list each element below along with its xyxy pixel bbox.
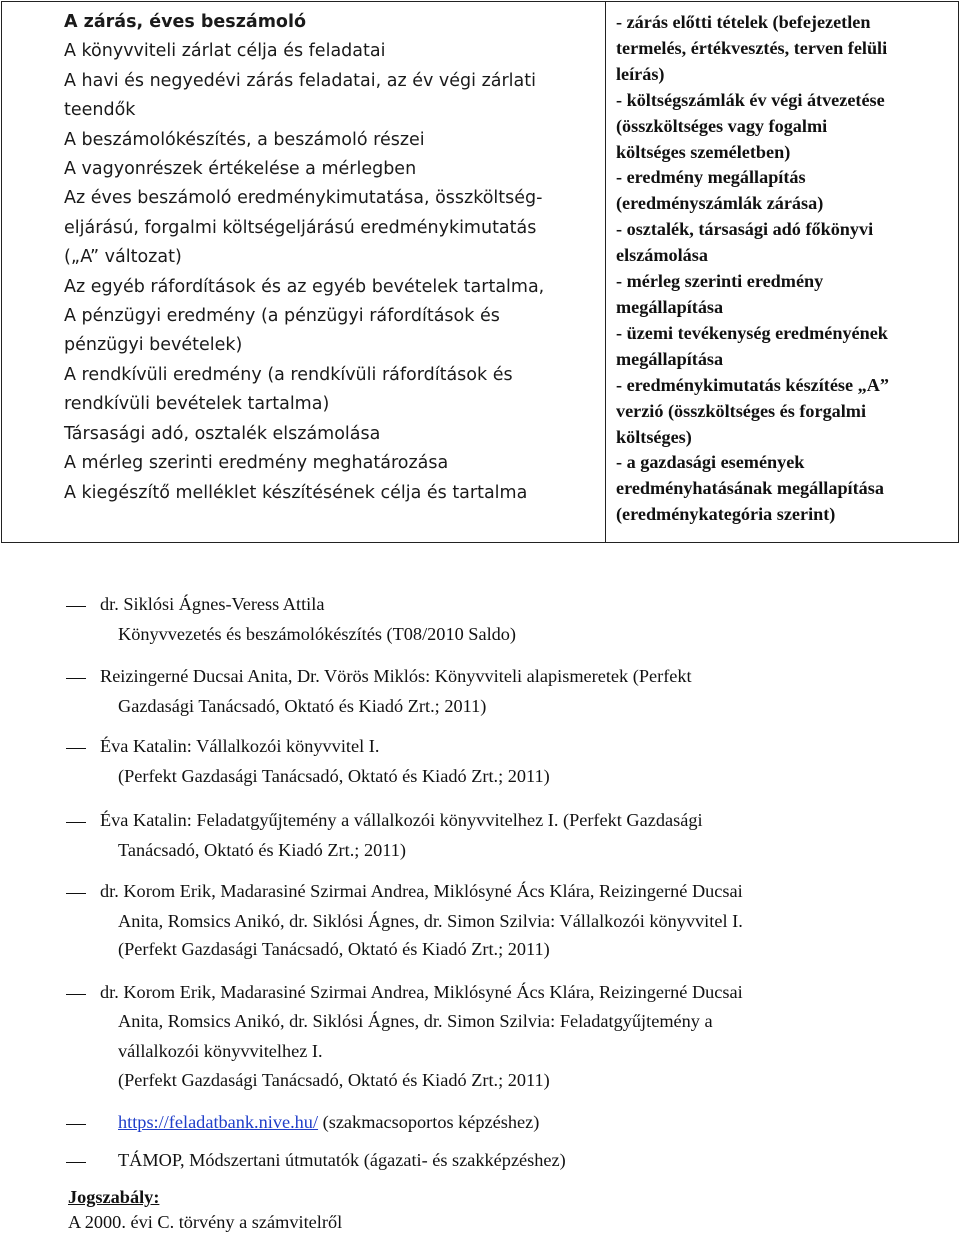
task-line: elszámolása (616, 245, 708, 266)
dash-bullet (66, 748, 86, 749)
task-line: leírás) (616, 63, 665, 84)
reference-line: Reizingerné Ducsai Anita, Dr. Vörös Miklós: Könyvviteli alapismeretek (Perfekt (100, 666, 692, 686)
topic-line: Az éves beszámoló eredménykimutatása, összköltség- (64, 188, 543, 209)
task-line: - eredmény megállapítás (616, 167, 806, 188)
dash-bullet (66, 1162, 86, 1163)
topic-line: A havi és negyedévi zárás feladatai, az év végi zárlati (64, 70, 536, 91)
reference-line: vállalkozói könyvvitelhez I. (118, 1041, 323, 1061)
feladatbank-link[interactable]: https://feladatbank.nive.hu/ (118, 1112, 319, 1132)
task-line: termelés, értékvesztés, terven felüli (616, 37, 888, 58)
reference-line: dr. Korom Erik, Madarasiné Szirmai Andrea, Miklósyné Ács Klára, Reizingerné Ducsai (100, 881, 743, 901)
topic-line: Az egyéb ráfordítások és az egyéb bevételek tartalma, (64, 276, 545, 297)
dash-bullet (66, 678, 86, 679)
task-line: - zárás előtti tételek (befejezetlen (616, 12, 871, 32)
reference-line: dr. Siklósi Ágnes-Veress Attila (100, 594, 325, 614)
dash-bullet (66, 606, 86, 607)
reference-line: Gazdasági Tanácsadó, Oktató és Kiadó Zrt.; 2011) (118, 696, 487, 716)
topic-line: A könyvviteli zárlat célja és feladatai (64, 41, 386, 62)
task-line: megállapítása (616, 296, 724, 317)
topics-left-column (2, 2, 606, 542)
topic-line: A pénzügyi eredmény (a pénzügyi ráfordítások és (64, 306, 500, 327)
task-line: - osztalék, társasági adó főkönyvi (616, 219, 874, 240)
dash-bullet (66, 1124, 86, 1125)
reference-line (118, 1112, 539, 1133)
topic-line: („A” változat) (64, 247, 182, 268)
reference-line: Éva Katalin: Feladatgyűjtemény a vállalkozói könyvvitelhez I. (Perfekt Gazdasági (100, 810, 703, 830)
topic-line: Társasági adó, osztalék elszámolása (64, 423, 381, 444)
reference-line: (Perfekt Gazdasági Tanácsadó, Oktató és Kiadó Zrt.; 2011) (118, 766, 550, 786)
task-line: költséges) (616, 426, 692, 447)
dash-bullet (66, 994, 86, 995)
topic-line: A vagyonrészek értékelése a mérlegben (64, 159, 417, 180)
topics-heading: A zárás, éves beszámoló (64, 12, 306, 32)
topic-line: rendkívüli bevételek tartalma) (64, 394, 330, 415)
topic-line: pénzügyi bevételek) (64, 335, 243, 356)
task-line: (eredménykategória szerint) (616, 504, 836, 525)
topic-line: teendők (64, 100, 136, 121)
task-line: - költségszámlák év végi átvezetése (616, 89, 885, 110)
task-line: megállapítása (616, 348, 724, 369)
reference-line: Anita, Romsics Anikó, dr. Siklósi Ágnes, dr. Simon Szilvia: Feladatgyűjtemény a (118, 1011, 713, 1031)
reference-line: Éva Katalin: Vállalkozói könyvvitel I. (100, 736, 380, 756)
dash-bullet (66, 822, 86, 823)
topics-table (1, 1, 959, 543)
task-line: - eredménykimutatás készítése „A” (616, 374, 889, 395)
link-description: (szakmacsoportos képzéshez) (318, 1112, 540, 1132)
dash-bullet (66, 893, 86, 894)
task-line: (összköltséges vagy fogalmi (616, 115, 828, 136)
topic-line: A beszámolókészítés, a beszámoló részei (64, 129, 425, 150)
topic-line: A rendkívüli eredmény (a rendkívüli ráfordítások és (64, 364, 513, 385)
law-text: A 2000. évi C. törvény a számvitelről (68, 1212, 343, 1232)
task-line: verzió (összköltséges és forgalmi (616, 400, 867, 421)
reference-line: Könyvvezetés és beszámolókészítés (T08/2010 Saldo) (118, 624, 517, 644)
reference-line: TÁMOP, Módszertani útmutatók (ágazati- és szakképzéshez) (118, 1150, 566, 1170)
task-line: - üzemi tevékenység eredményének (616, 322, 888, 343)
task-line: költséges személetben) (616, 141, 791, 162)
reference-line: dr. Korom Erik, Madarasiné Szirmai Andrea, Miklósyné Ács Klára, Reizingerné Ducsai (100, 982, 743, 1002)
topic-line: eljárású, forgalmi költségeljárású eredménykimutatás (64, 217, 537, 238)
task-line: - a gazdasági események (616, 452, 805, 473)
reference-line: Tanácsadó, Oktató és Kiadó Zrt.; 2011) (118, 840, 406, 860)
task-line: eredményhatásának megállapítása (616, 478, 884, 499)
task-line: - mérleg szerinti eredmény (616, 271, 824, 292)
reference-line: Anita, Romsics Anikó, dr. Siklósi Ágnes, dr. Simon Szilvia: Vállalkozói könyvvitel I. (118, 911, 743, 931)
topic-line: A mérleg szerinti eredmény meghatározása (64, 453, 449, 474)
task-line: (eredményszámlák zárása) (616, 193, 824, 214)
law-heading: Jogszabály: (68, 1187, 160, 1207)
topic-line: A kiegészítő melléklet készítésének célja és tartalma (64, 482, 528, 503)
tasks-right-column (606, 2, 958, 542)
reference-line: (Perfekt Gazdasági Tanácsadó, Oktató és Kiadó Zrt.; 2011) (118, 939, 550, 959)
reference-line: (Perfekt Gazdasági Tanácsadó, Oktató és Kiadó Zrt.; 2011) (118, 1070, 550, 1090)
